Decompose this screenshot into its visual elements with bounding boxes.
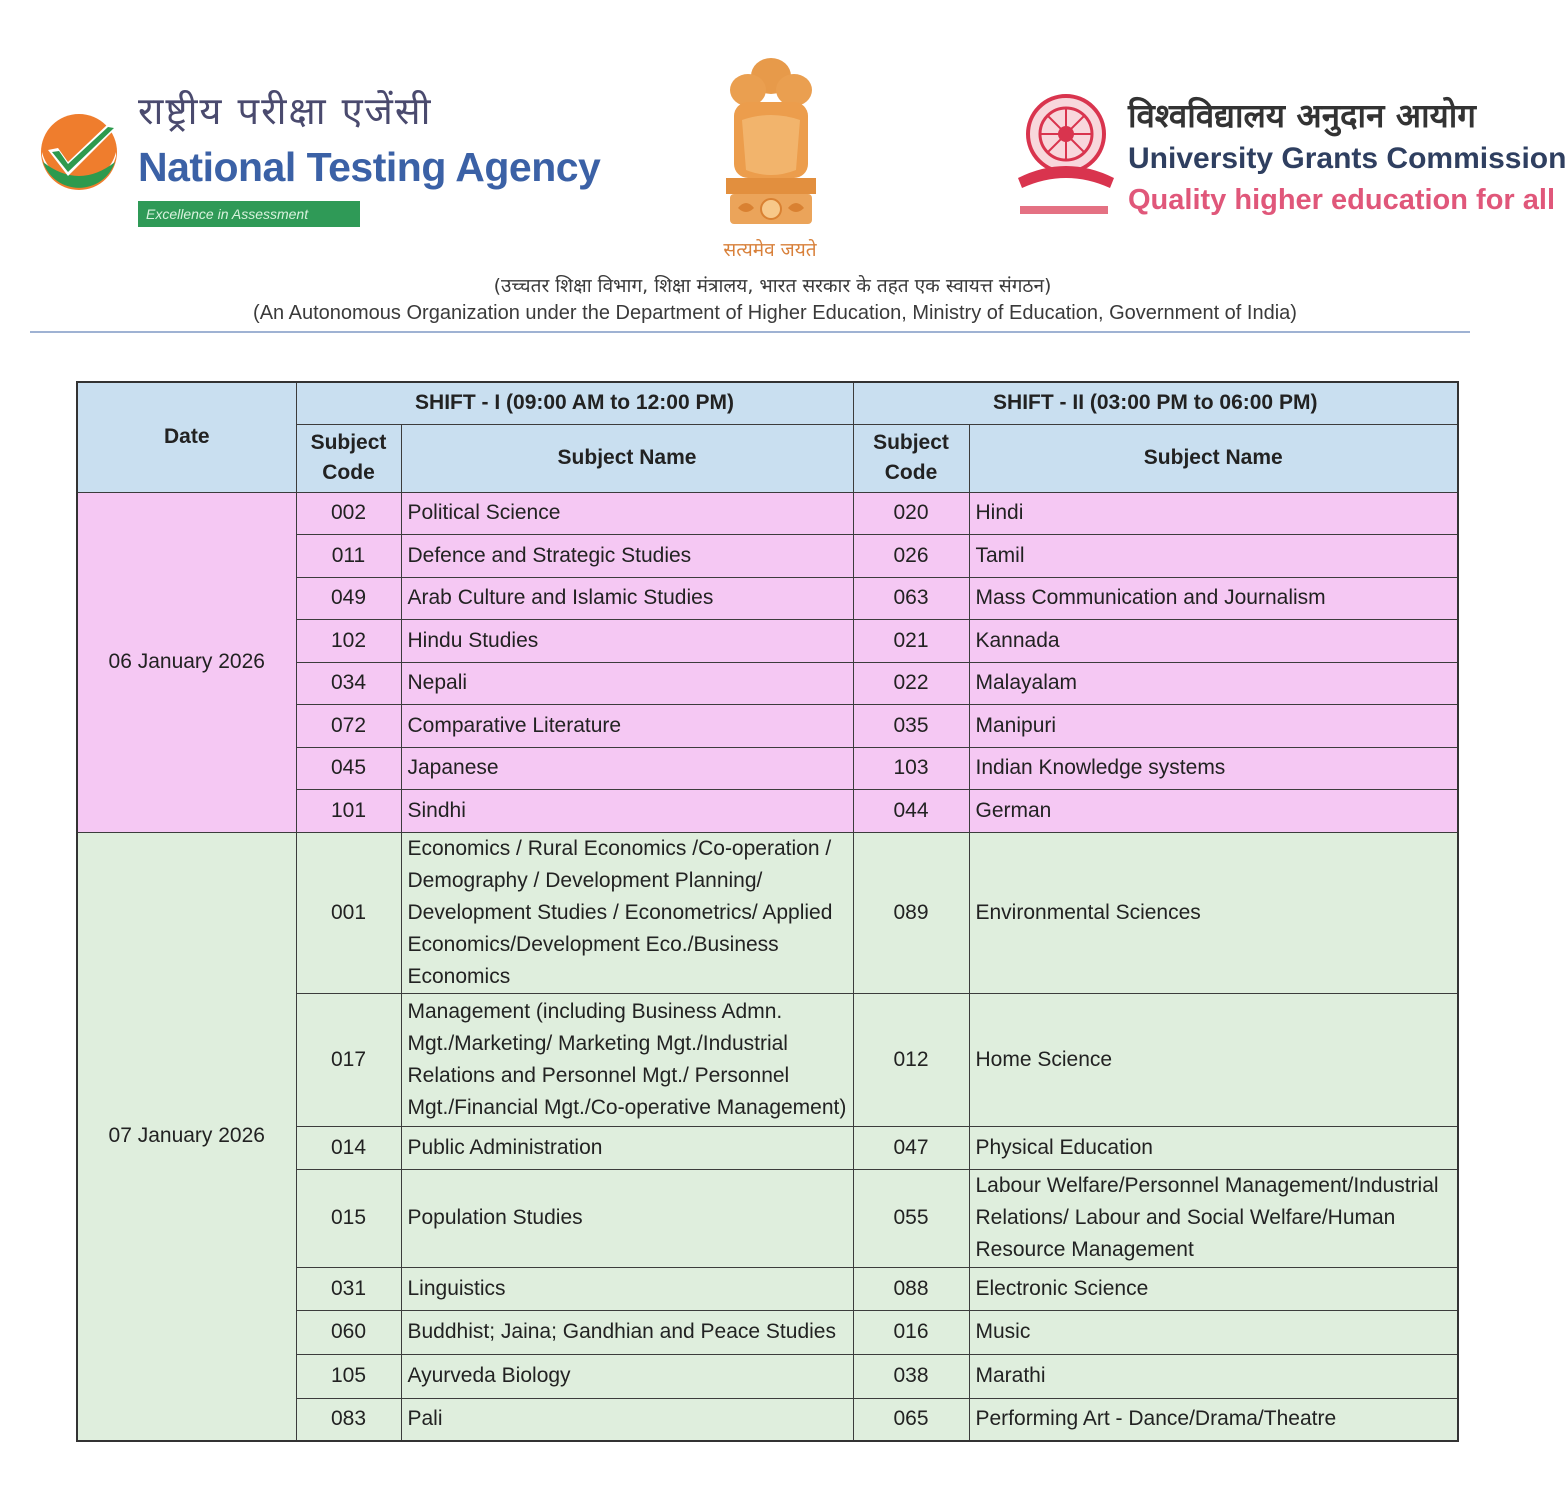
- subject-code: 011: [296, 535, 401, 578]
- subject-code: 035: [853, 705, 969, 748]
- subject-name: Malayalam: [969, 662, 1458, 705]
- subtitle-english: (An Autonomous Organization under the Department of Higher Education, Ministry of Education, Government of India): [253, 302, 1297, 324]
- subject-name: Buddhist; Jaina; Gandhian and Peace Studies: [401, 1310, 853, 1354]
- subject-name: Electronic Science: [969, 1267, 1458, 1310]
- subject-name: Manipuri: [969, 705, 1458, 748]
- subject-name: Home Science: [969, 993, 1458, 1126]
- subject-code: 021: [853, 620, 969, 663]
- subject-code: 049: [296, 577, 401, 620]
- subject-name: Economics / Rural Economics /Co-operation / Demography / Development Planning/ Development Studies / Econometrics/ Applied Economics/Development Eco./Business Economics: [401, 832, 853, 993]
- shift1-header: SHIFT - I (09:00 AM to 12:00 PM): [296, 382, 853, 424]
- subject-code: 102: [296, 620, 401, 663]
- shift1-name-header: Subject Name: [401, 424, 853, 492]
- ugc-logo-icon: [1014, 84, 1114, 224]
- subject-code: 105: [296, 1354, 401, 1398]
- subject-name: Management (including Business Admn. Mgt./Marketing/ Marketing Mgt./Industrial Relations and Personnel Mgt./ Personnel Mgt./Financial Mgt./Co-operative Management): [401, 993, 853, 1126]
- nta-hindi-name: राष्ट्रीय परीक्षा एजेंसी: [138, 89, 433, 133]
- subject-code: 015: [296, 1169, 401, 1267]
- subtitle-hindi: (उच्चतर शिक्षा विभाग, शिक्षा मंत्रालय, भारत सरकार के तहत एक स्वायत्त संगठन): [493, 275, 1052, 297]
- subject-name: Tamil: [969, 535, 1458, 578]
- subject-code: 044: [853, 790, 969, 833]
- table-header-row: [77, 382, 1458, 424]
- subject-code: 047: [853, 1126, 969, 1169]
- subject-name: Music: [969, 1310, 1458, 1354]
- subject-code: 031: [296, 1267, 401, 1310]
- shift1-code-header: Subject Code: [296, 424, 401, 492]
- subject-name: Kannada: [969, 620, 1458, 663]
- subject-code: 072: [296, 705, 401, 748]
- subject-code: 083: [296, 1398, 401, 1441]
- subject-name: Arab Culture and Islamic Studies: [401, 577, 853, 620]
- subject-code: 065: [853, 1398, 969, 1441]
- subject-code: 017: [296, 993, 401, 1126]
- subject-code: 038: [853, 1354, 969, 1398]
- date-cell: 06 January 2026: [77, 492, 296, 832]
- ugc-tagline: Quality higher education for all: [1128, 184, 1555, 216]
- subject-name: Indian Knowledge systems: [969, 747, 1458, 790]
- subject-name: Pali: [401, 1398, 853, 1441]
- date-group-06-jan: [77, 492, 1458, 832]
- nta-logo-icon: [38, 104, 120, 196]
- subject-code: 002: [296, 492, 401, 535]
- subject-code: 022: [853, 662, 969, 705]
- date-header: Date: [77, 382, 296, 492]
- emblem-motto: सत्यमेव जयते: [723, 239, 817, 261]
- nta-english-name: National Testing Agency: [138, 144, 601, 190]
- ugc-hindi-name: विश्वविद्यालय अनुदान आयोग: [1128, 96, 1476, 135]
- subject-name: German: [969, 790, 1458, 833]
- subject-code: 026: [853, 535, 969, 578]
- ugc-english-name: University Grants Commission: [1128, 142, 1566, 175]
- subject-name: Labour Welfare/Personnel Management/Industrial Relations/ Labour and Social Welfare/Human Resource Management: [969, 1169, 1458, 1267]
- subject-code: 089: [853, 832, 969, 993]
- subject-code: 063: [853, 577, 969, 620]
- shift2-header: SHIFT - II (03:00 PM to 06:00 PM): [853, 382, 1458, 424]
- subject-name: Population Studies: [401, 1169, 853, 1267]
- subject-name: Performing Art - Dance/Drama/Theatre: [969, 1398, 1458, 1441]
- subject-name: Linguistics: [401, 1267, 853, 1310]
- subject-code: 001: [296, 832, 401, 993]
- subject-name: Mass Communication and Journalism: [969, 577, 1458, 620]
- subject-code: 103: [853, 747, 969, 790]
- subject-code: 020: [853, 492, 969, 535]
- date-group-07-jan: [77, 832, 1458, 1441]
- subject-code: 012: [853, 993, 969, 1126]
- subject-name: Defence and Strategic Studies: [401, 535, 853, 578]
- subject-code: 055: [853, 1169, 969, 1267]
- subject-code: 088: [853, 1267, 969, 1310]
- ugc-title-block: [1120, 80, 1566, 230]
- subject-name: Public Administration: [401, 1126, 853, 1169]
- table-row: [77, 492, 1458, 535]
- table-row: [77, 832, 1458, 993]
- subject-name: Marathi: [969, 1354, 1458, 1398]
- header-divider: [30, 331, 1470, 333]
- shift2-code-header: Subject Code: [853, 424, 969, 492]
- nta-tagline: Excellence in Assessment: [138, 201, 360, 227]
- subject-name: Japanese: [401, 747, 853, 790]
- subject-name: Political Science: [401, 492, 853, 535]
- subject-name: Hindi: [969, 492, 1458, 535]
- shift2-name-header: Subject Name: [969, 424, 1458, 492]
- subject-code: 045: [296, 747, 401, 790]
- national-emblem-icon: [712, 50, 830, 236]
- subject-code: 016: [853, 1310, 969, 1354]
- subject-name: Nepali: [401, 662, 853, 705]
- date-cell: 07 January 2026: [77, 832, 296, 1441]
- subject-name: Ayurveda Biology: [401, 1354, 853, 1398]
- subject-code: 060: [296, 1310, 401, 1354]
- subject-name: Hindu Studies: [401, 620, 853, 663]
- exam-schedule-table: [76, 381, 1459, 1442]
- subject-code: 101: [296, 790, 401, 833]
- subject-code: 034: [296, 662, 401, 705]
- subject-code: 014: [296, 1126, 401, 1169]
- subject-name: Comparative Literature: [401, 705, 853, 748]
- subject-name: Physical Education: [969, 1126, 1458, 1169]
- subject-name: Environmental Sciences: [969, 832, 1458, 993]
- letterhead: [0, 0, 1566, 340]
- subject-name: Sindhi: [401, 790, 853, 833]
